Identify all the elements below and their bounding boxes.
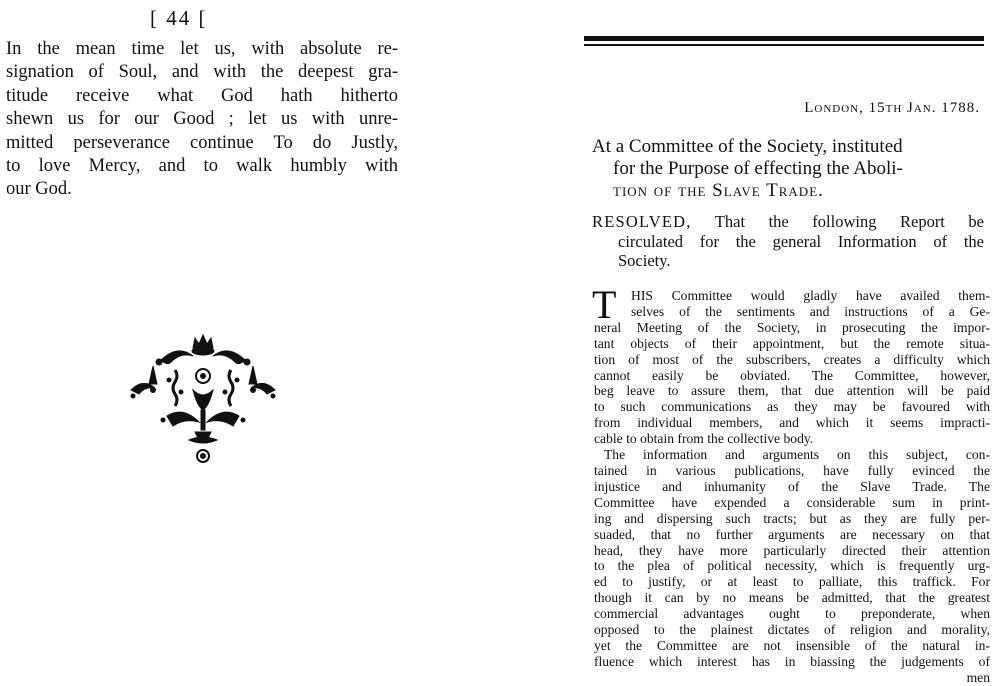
- report-line: injustice and inhumanity of the Slave Trade. The: [594, 478, 990, 494]
- report-line: ing and dispersing such tracts; but as they are fully per-: [594, 510, 990, 526]
- dateline: London, 15th Jan. 1788.: [804, 100, 980, 116]
- report-line: head, they have more particularly directed their attention: [594, 542, 990, 558]
- heading-line: tion of the Slave Trade.: [613, 180, 824, 201]
- report-line: to such communications as they may be favoured with: [594, 399, 990, 415]
- double-rule-top: [584, 36, 984, 41]
- heading-line: At a Committee of the Society, instituted: [592, 136, 903, 157]
- text-line: mitted perseverance continue To do Justly,: [6, 132, 398, 153]
- resolution-line: circulated for the general Information of the: [618, 231, 984, 251]
- report-line: tant objects of their appointment, but the remote situa-: [594, 335, 990, 351]
- report-line: ed to justify, or at least to palliate, this traffick. For: [594, 574, 990, 590]
- report-line: suaded, that no further arguments are necessary on that: [594, 526, 990, 542]
- report-line: opposed to the plainest dictates of religion and morality,: [594, 622, 990, 638]
- report-line: to the plea of political necessity, which is frequently urg-: [594, 558, 990, 574]
- report-line: from individual members, and which it seems impracti-: [594, 415, 990, 431]
- report-line: tion of most of the subscribers, creates a difficulty which: [594, 351, 990, 367]
- report-line: The information and arguments on this subject, con-: [604, 447, 990, 463]
- catchword: men: [966, 669, 990, 685]
- report-line: cannot easily be obviated. The Committee, however,: [594, 367, 990, 383]
- report-line: cable to obtain from the collective body.: [594, 431, 814, 447]
- right-page: [500, 0, 1000, 685]
- report-line: HIS Committee would gladly have availed them-: [631, 288, 990, 303]
- report-line: neral Meeting of the Society, in prosecuting the impor-: [594, 319, 990, 335]
- committee-heading: [592, 136, 982, 202]
- page-number: [ 44 [: [150, 6, 208, 30]
- drop-cap: T: [592, 282, 617, 327]
- text-line: titude receive what God hath hitherto: [6, 85, 398, 106]
- left-page: [0, 0, 500, 678]
- closing-paragraph: [6, 38, 398, 202]
- report-line: selves of the sentiments and instructions of a Ge-: [631, 303, 990, 319]
- report-body: [592, 282, 990, 686]
- report-line: tained in various publications, have fully evinced the: [594, 462, 990, 478]
- resolved-lead: RESOLVED,: [592, 212, 692, 231]
- double-rule-bottom: [584, 44, 984, 46]
- text-line: our God.: [6, 179, 72, 200]
- heading-line: for the Purpose of effecting the Aboli-: [613, 158, 903, 179]
- report-line: Committee have expended a considerable sum in print-: [594, 494, 990, 510]
- report-line: though it can by no means be admitted, that the greatest: [594, 590, 990, 606]
- text-line: shewn us for our Good ; let us with unre-: [6, 109, 398, 130]
- text-line: In the mean time let us, with absolute re-: [6, 39, 398, 59]
- resolution-line: Society.: [618, 251, 671, 270]
- report-line: yet the Committee are not insensible of the natural in-: [594, 637, 990, 653]
- text-line: to love Mercy, and to walk humbly with: [6, 156, 398, 177]
- printers-ornament-crown-icon: [123, 330, 283, 470]
- resolution: [592, 212, 984, 271]
- report-line: beg leave to assure them, that due attention will be paid: [594, 383, 990, 399]
- report-line: fluence which interest has in biassing the judgements of: [594, 653, 990, 669]
- report-line: commercial advantages ought to preponderate, when: [594, 606, 990, 622]
- resolution-text: That the following Report be: [714, 212, 985, 231]
- text-line: signation of Soul, and with the deepest gra-: [6, 62, 398, 83]
